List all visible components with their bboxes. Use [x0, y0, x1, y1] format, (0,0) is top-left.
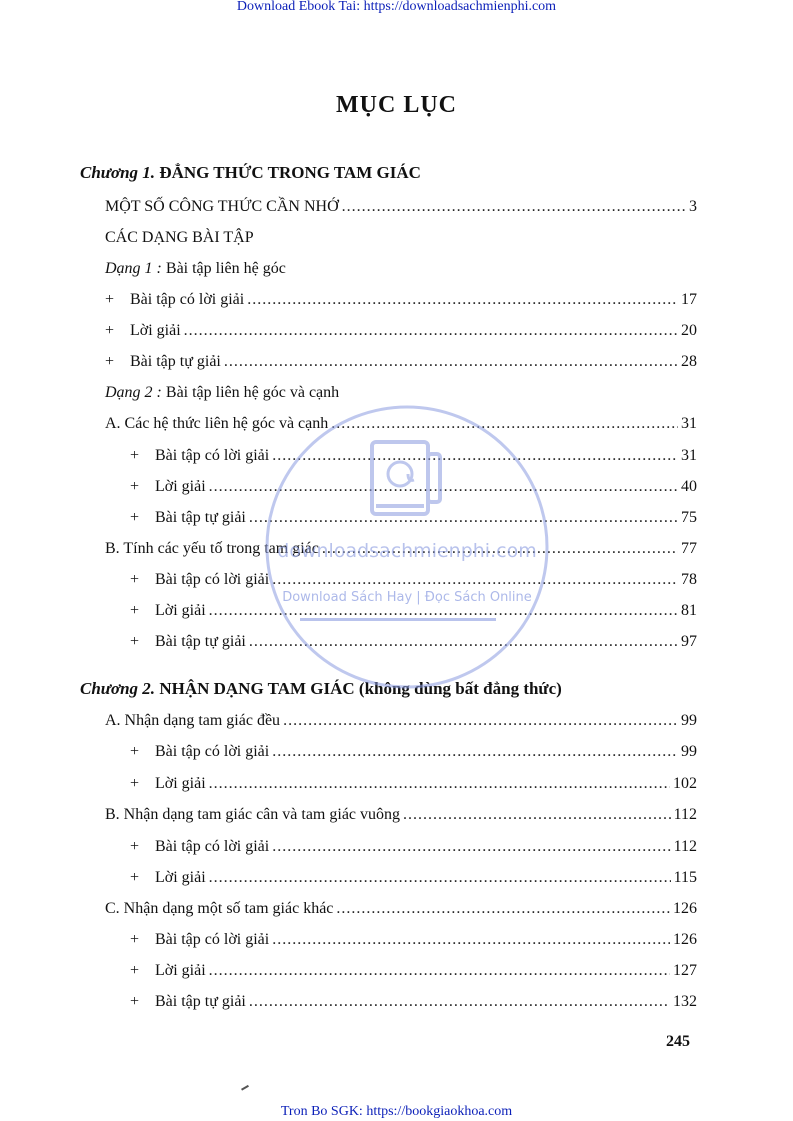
toc-entry-page: 75	[681, 509, 697, 526]
bullet-plus: +	[130, 571, 140, 588]
leader-dots	[272, 742, 678, 762]
leader-dots	[249, 992, 670, 1012]
leader-dots	[209, 868, 671, 888]
leader-dots	[184, 321, 678, 341]
bullet-plus: +	[130, 775, 140, 792]
bullet-plus: +	[130, 869, 140, 886]
toc-entry[interactable]	[130, 837, 697, 857]
top-download-banner[interactable]: Download Ebook Tai: https://downloadsachmienphi.com	[236, 0, 557, 14]
toc-entry[interactable]	[130, 930, 697, 950]
toc-entry-label: Bài tập tự giải	[155, 509, 246, 526]
leader-dots	[247, 290, 678, 310]
toc-entry[interactable]	[105, 352, 697, 372]
bullet-plus: +	[130, 509, 140, 526]
dang-2-heading	[105, 383, 339, 403]
toc-entry-label: B. Nhận dạng tam giác cân và tam giác vuông	[105, 806, 401, 823]
toc-entry[interactable]	[130, 868, 697, 888]
chapter-2-title: NHẬN DẠNG TAM GIÁC (không dùng bất đẳng thức)	[159, 679, 562, 698]
toc-entry[interactable]	[130, 961, 697, 981]
bullet-plus: +	[130, 447, 140, 464]
toc-entry-page: 127	[673, 962, 697, 979]
chapter-1-title: ĐẲNG THỨC TRONG TAM GIÁC	[159, 163, 421, 182]
watermark-tagline: Download Sách Hay | Đọc Sách Online	[282, 590, 532, 605]
bullet-plus: +	[130, 993, 140, 1010]
toc-entry-label: Lời giải	[155, 869, 206, 886]
toc-entry-label: C. Nhận dạng một số tam giác khác	[105, 900, 334, 917]
toc-entry-label: Bài tập có lời giải	[155, 571, 270, 588]
bullet-plus: +	[130, 743, 140, 760]
toc-entry-page: 126	[673, 900, 697, 917]
bullet-plus: +	[130, 633, 140, 650]
toc-entry-label: Lời giải	[155, 962, 206, 979]
toc-entry-page: 20	[681, 322, 697, 339]
bullet-plus: +	[130, 602, 140, 619]
toc-entry-page: 77	[681, 540, 697, 557]
toc-entry-page: 40	[681, 478, 697, 495]
ebook-at-icon	[372, 442, 440, 514]
page-number: 245	[666, 1033, 690, 1050]
leader-dots	[342, 197, 686, 217]
toc-entry-formulas[interactable]	[105, 197, 697, 217]
bullet-plus: +	[105, 291, 115, 308]
toc-entry[interactable]	[130, 742, 697, 762]
exercises-heading: CÁC DẠNG BÀI TẬP	[105, 229, 254, 246]
toc-entry-label: B. Tính các yếu tố trong tam giác	[105, 540, 319, 557]
toc-entry-page: 3	[689, 198, 697, 215]
bottom-download-banner[interactable]: Tron Bo SGK: https://bookgiaokhoa.com	[280, 1104, 513, 1119]
bullet-plus: +	[130, 838, 140, 855]
bullet-plus: +	[105, 353, 115, 370]
toc-entry-page: 126	[673, 931, 697, 948]
toc-entry-page: 112	[673, 838, 697, 855]
chapter-1-heading	[80, 163, 421, 183]
toc-entry-page: 99	[681, 712, 697, 729]
toc-entry-label: Bài tập có lời giải	[155, 838, 270, 855]
leader-dots	[283, 711, 678, 731]
toc-entry-section-c[interactable]	[105, 899, 697, 919]
toc-entry-page: 31	[681, 415, 697, 432]
toc-entry-section-b[interactable]	[105, 805, 697, 825]
toc-entry-label: MỘT SỐ CÔNG THỨC CẦN NHỚ	[105, 198, 339, 215]
toc-entry[interactable]	[130, 774, 697, 794]
dang-2-prefix: Dạng 2 :	[105, 384, 162, 401]
watermark-underline	[300, 618, 496, 621]
leader-dots	[272, 837, 670, 857]
chapter-1-prefix: Chương 1.	[80, 163, 156, 182]
bullet-plus: +	[130, 478, 140, 495]
toc-entry[interactable]	[105, 321, 697, 341]
toc-entry-label: Bài tập tự giải	[155, 633, 246, 650]
toc-entry-label: Lời giải	[155, 478, 206, 495]
toc-entry-label: Bài tập có lời giải	[130, 291, 245, 308]
toc-entry-page: 28	[681, 353, 697, 370]
leader-dots	[272, 930, 670, 950]
toc-entry-page: 81	[681, 602, 697, 619]
leader-dots	[209, 774, 670, 794]
toc-entry-page: 31	[681, 447, 697, 464]
bullet-plus: +	[130, 931, 140, 948]
toc-entry-label: A. Các hệ thức liên hệ góc và cạnh	[105, 415, 329, 432]
toc-entry-label: Bài tập có lời giải	[155, 743, 270, 760]
toc-entry-page: 112	[673, 806, 697, 823]
bullet-plus: +	[105, 322, 115, 339]
toc-entry-page: 102	[673, 775, 697, 792]
toc-entry-label: Bài tập tự giải	[130, 353, 221, 370]
chapter-2-prefix: Chương 2.	[80, 679, 156, 698]
toc-entry-page: 78	[681, 571, 697, 588]
toc-entry-label: Bài tập có lời giải	[155, 931, 270, 948]
toc-entry-label: Lời giải	[155, 775, 206, 792]
leader-dots	[336, 899, 670, 919]
toc-entry-label: Bài tập có lời giải	[155, 447, 270, 464]
toc-entry-label: Lời giải	[155, 602, 206, 619]
leader-dots	[403, 805, 671, 825]
watermark-site: downloadsachmienphi.com	[277, 540, 537, 562]
toc-entry[interactable]	[105, 290, 697, 310]
toc-entry-label: Bài tập tự giải	[155, 993, 246, 1010]
bullet-plus: +	[130, 962, 140, 979]
toc-entry-page: 99	[681, 743, 697, 760]
dang-2-title: Bài tập liên hệ góc và cạnh	[165, 384, 340, 401]
toc-entry[interactable]	[130, 992, 697, 1012]
toc-entry-page: 115	[673, 869, 697, 886]
toc-entry-page: 17	[681, 291, 697, 308]
page-title: MỤC LỤC	[336, 92, 457, 118]
toc-entry-label: Lời giải	[130, 322, 181, 339]
dang-1-heading	[105, 259, 286, 279]
dang-1-prefix: Dạng 1 :	[105, 260, 162, 277]
toc-entry-label: A. Nhận dạng tam giác đều	[105, 712, 281, 729]
leader-dots	[224, 352, 678, 372]
scan-mark	[239, 1081, 249, 1090]
dang-1-title: Bài tập liên hệ góc	[165, 260, 286, 277]
toc-entry-page: 132	[673, 993, 697, 1010]
toc-entry-section-a[interactable]	[105, 711, 697, 731]
leader-dots	[209, 961, 670, 981]
watermark	[262, 402, 552, 692]
toc-entry-page: 97	[681, 633, 697, 650]
